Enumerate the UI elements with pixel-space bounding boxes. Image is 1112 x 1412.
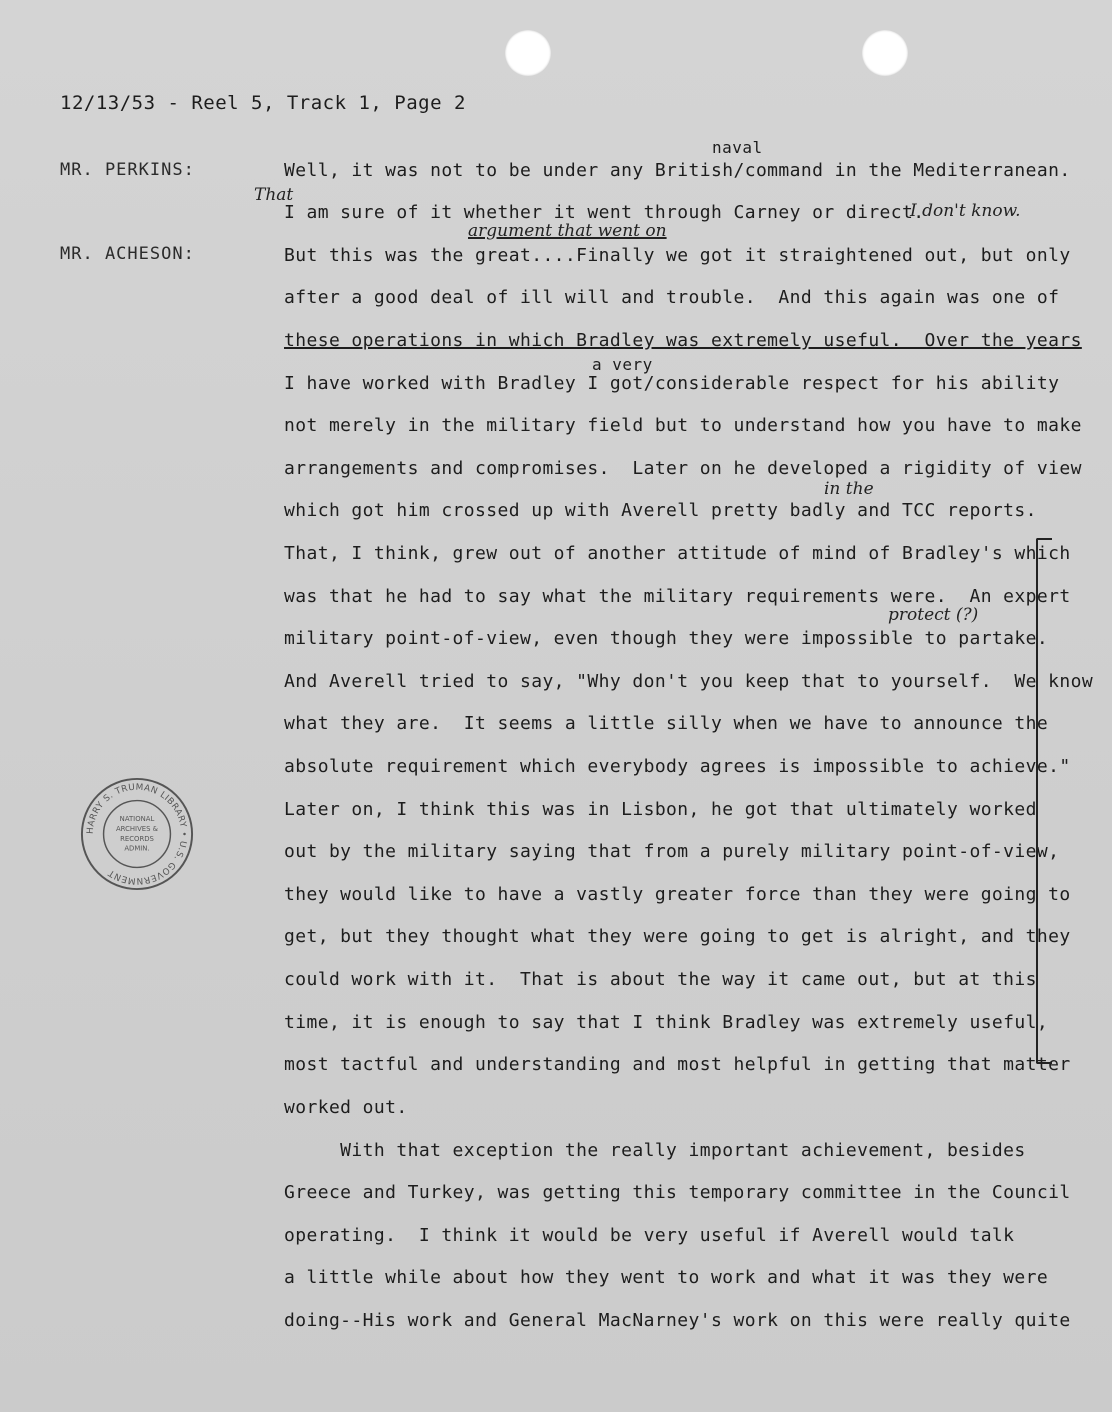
text-line: With that exception the really important achievement, besides <box>284 1140 1026 1161</box>
text-line: doing--His work and General MacNarney's work on this were really quite <box>284 1310 1071 1331</box>
handwritten-dont-know: I don't know. <box>910 201 1021 221</box>
text-line: a little while about how they went to work and what it was they were <box>284 1267 1049 1288</box>
handwritten-that: That <box>254 185 294 205</box>
text-line: I am sure of it whether it went through Carney or direct. <box>284 202 925 223</box>
stamp-center-line: ADMIN. <box>124 844 150 853</box>
text-line: I have worked with Bradley I got/considerable respect for his ability <box>284 373 1060 394</box>
text-line: what they are. It seems a little silly when we have to announce the <box>284 713 1049 734</box>
stamp-ring-text: HARRY S. TRUMAN LIBRARY • U.S. GOVERNMENT <box>85 782 189 886</box>
insertion-naval: naval <box>712 138 763 157</box>
text-line: Greece and Turkey, was getting this temporary committee in the Council <box>284 1182 1071 1203</box>
punch-hole-right <box>862 30 908 76</box>
text-line: could work with it. That is about the way it came out, but at this <box>284 969 1037 990</box>
handwritten-in-the: in the <box>824 479 874 499</box>
text-line: get, but they thought what they were going to get is alright, and they <box>284 926 1071 947</box>
speaker-acheson: MR. ACHESON: <box>60 244 195 264</box>
text-line: That, I think, grew out of another attitude of mind of Bradley's which <box>284 543 1071 564</box>
text-line: operating. I think it would be very useful if Averell would talk <box>284 1225 1015 1246</box>
text-line: arrangements and compromises. Later on he developed a rigidity of view <box>284 458 1082 479</box>
text-line-underlined: these operations in which Bradley was extremely useful. Over the years <box>284 330 1082 351</box>
page-header: 12/13/53 - Reel 5, Track 1, Page 2 <box>60 92 466 114</box>
margin-bracket <box>1036 538 1052 1064</box>
insertion-a-very: a very <box>592 355 653 374</box>
text-line: worked out. <box>284 1097 408 1118</box>
text-line: Later on, I think this was in Lisbon, he got that ultimately worked <box>284 799 1037 820</box>
handwritten-protect: protect (?) <box>888 605 979 625</box>
text-line: which got him crossed up with Averell pretty badly and TCC reports. <box>284 500 1037 521</box>
text-line: not merely in the military field but to understand how you have to make <box>284 415 1082 436</box>
text-line: was that he had to say what the military requirements were. An expert <box>284 586 1071 607</box>
text-line: But this was the great....Finally we got it straightened out, but only <box>284 245 1071 266</box>
stamp-center-line: ARCHIVES & <box>115 825 159 834</box>
text-line: time, it is enough to say that I think Bradley was extremely useful, <box>284 1012 1049 1033</box>
handwritten-argument: argument that went on <box>468 221 667 241</box>
text-line: absolute requirement which everybody agrees is impossible to achieve." <box>284 756 1071 777</box>
text-line: out by the military saying that from a purely military point-of-view, <box>284 841 1060 862</box>
stamp-center-line: NATIONAL <box>119 815 155 824</box>
text-line: military point-of-view, even though they were impossible to partake. <box>284 628 1049 649</box>
text-line: most tactful and understanding and most helpful in getting that matter <box>284 1054 1071 1075</box>
text-line: And Averell tried to say, "Why don't you keep that to yourself. We know <box>284 671 1094 692</box>
text-line: after a good deal of ill will and trouble. And this again was one of <box>284 287 1060 308</box>
text-line: they would like to have a vastly greater force than they were going to <box>284 884 1071 905</box>
stamp-center-line: RECORDS <box>120 834 154 843</box>
text-line: Well, it was not to be under any British/command in the Mediterranean. <box>284 160 1071 181</box>
speaker-perkins: MR. PERKINS: <box>60 160 195 180</box>
archives-stamp <box>78 775 196 893</box>
punch-hole-left <box>505 30 551 76</box>
